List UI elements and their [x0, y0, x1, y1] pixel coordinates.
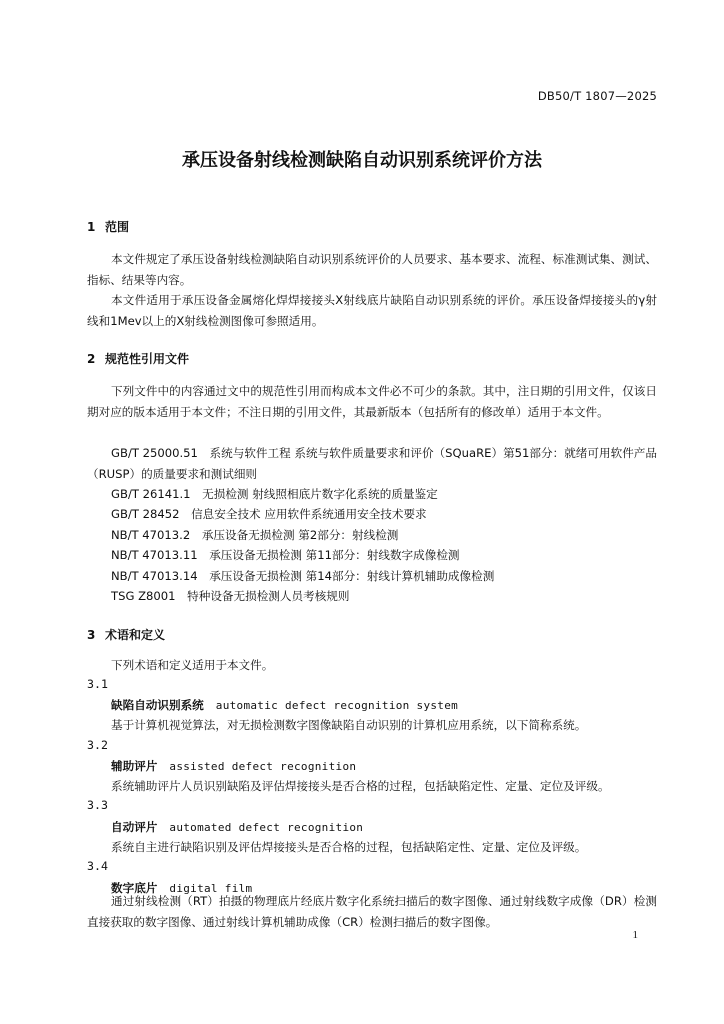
section-heading-scope	[87, 218, 129, 235]
reference-item: GB/T 25000.51 系统与软件工程 系统与软件质量要求和评价（SQuaRE）第51部分：就绪可用软件产品（RUSP）的质量要求和测试细则	[87, 446, 657, 481]
reference-item: TSG Z8001 特种设备无损检测人员考核规则	[111, 589, 350, 603]
paragraph: 本文件适用于承压设备金属熔化焊焊接接头X射线底片缺陷自动识别系统的评价。承压设备焊接接头的γ射线和1Mev以上的X射线检测图像可参照适用。	[87, 293, 657, 328]
section-title: 术语和定义	[105, 628, 166, 642]
section-title: 范围	[105, 220, 130, 234]
term-number: 3.3	[87, 798, 108, 812]
reference-item: GB/T 28452 信息安全技术 应用软件系统通用安全技术要求	[111, 507, 427, 521]
terms-intro: 下列术语和定义适用于本文件。	[111, 658, 274, 672]
term-zh: 数字底片	[111, 881, 158, 895]
reference-item: NB/T 47013.14 承压设备无损检测 第14部分：射线计算机辅助成像检测	[111, 569, 495, 583]
section-number: 3	[87, 628, 96, 642]
term-definition: 基于计算机视觉算法，对无损检测数字图像缺陷自动识别的计算机应用系统，以下简称系统。	[111, 718, 587, 732]
term-entry	[111, 758, 356, 774]
reference-item: GB/T 26141.1 无损检测 射线照相底片数字化系统的质量鉴定	[111, 487, 438, 501]
term-entry	[111, 697, 458, 713]
term-definition: 通过射线检测（RT）拍摄的物理底片经底片数字化系统扫描后的数字图像、通过射线数字成像（DR）检测直接获取的数字图像、通过射线计算机辅助成像（CR）检测扫描后的数字图像。	[87, 894, 657, 929]
term-en: assisted defect recognition	[169, 760, 357, 773]
page-number: 1	[632, 929, 638, 941]
reference-item: NB/T 47013.2 承压设备无损检测 第2部分：射线检测	[111, 528, 399, 542]
term-en: digital film	[169, 882, 253, 895]
reference-item: NB/T 47013.11 承压设备无损检测 第11部分：射线数字成像检测	[111, 548, 460, 562]
term-number: 3.4	[87, 859, 108, 873]
section-heading-terms	[87, 626, 165, 643]
term-zh: 辅助评片	[111, 759, 158, 773]
term-entry	[111, 819, 363, 835]
term-number: 3.2	[87, 738, 108, 752]
paragraph: 下列文件中的内容通过文中的规范性引用而构成本文件必不可少的条款。其中，注日期的引用文件，仅该日期对应的版本适用于本文件；不注日期的引用文件，其最新版本（包括所有的修改单）适用于本文件。	[87, 384, 657, 419]
section-number: 1	[87, 220, 96, 234]
paragraph: 本文件规定了承压设备射线检测缺陷自动识别系统评价的人员要求、基本要求、流程、标准测试集、测试、指标、结果等内容。	[87, 252, 657, 287]
term-zh: 自动评片	[111, 820, 158, 834]
section-heading-normative-references	[87, 350, 189, 367]
document-title: 承压设备射线检测缺陷自动识别系统评价方法	[182, 150, 542, 171]
term-en: automated defect recognition	[169, 821, 364, 834]
term-definition: 系统辅助评片人员识别缺陷及评估焊接接头是否合格的过程，包括缺陷定性、定量、定位及评级。	[111, 779, 610, 793]
document-code: DB50/T 1807—2025	[537, 89, 657, 103]
term-zh: 缺陷自动识别系统	[111, 698, 204, 712]
section-number: 2	[87, 352, 96, 366]
term-en: automatic defect recognition system	[215, 699, 459, 712]
term-definition: 系统自主进行缺陷识别及评估焊接接头是否合格的过程，包括缺陷定性、定量、定位及评级。	[111, 840, 587, 854]
term-number: 3.1	[87, 677, 108, 691]
section-title: 规范性引用文件	[105, 352, 190, 366]
